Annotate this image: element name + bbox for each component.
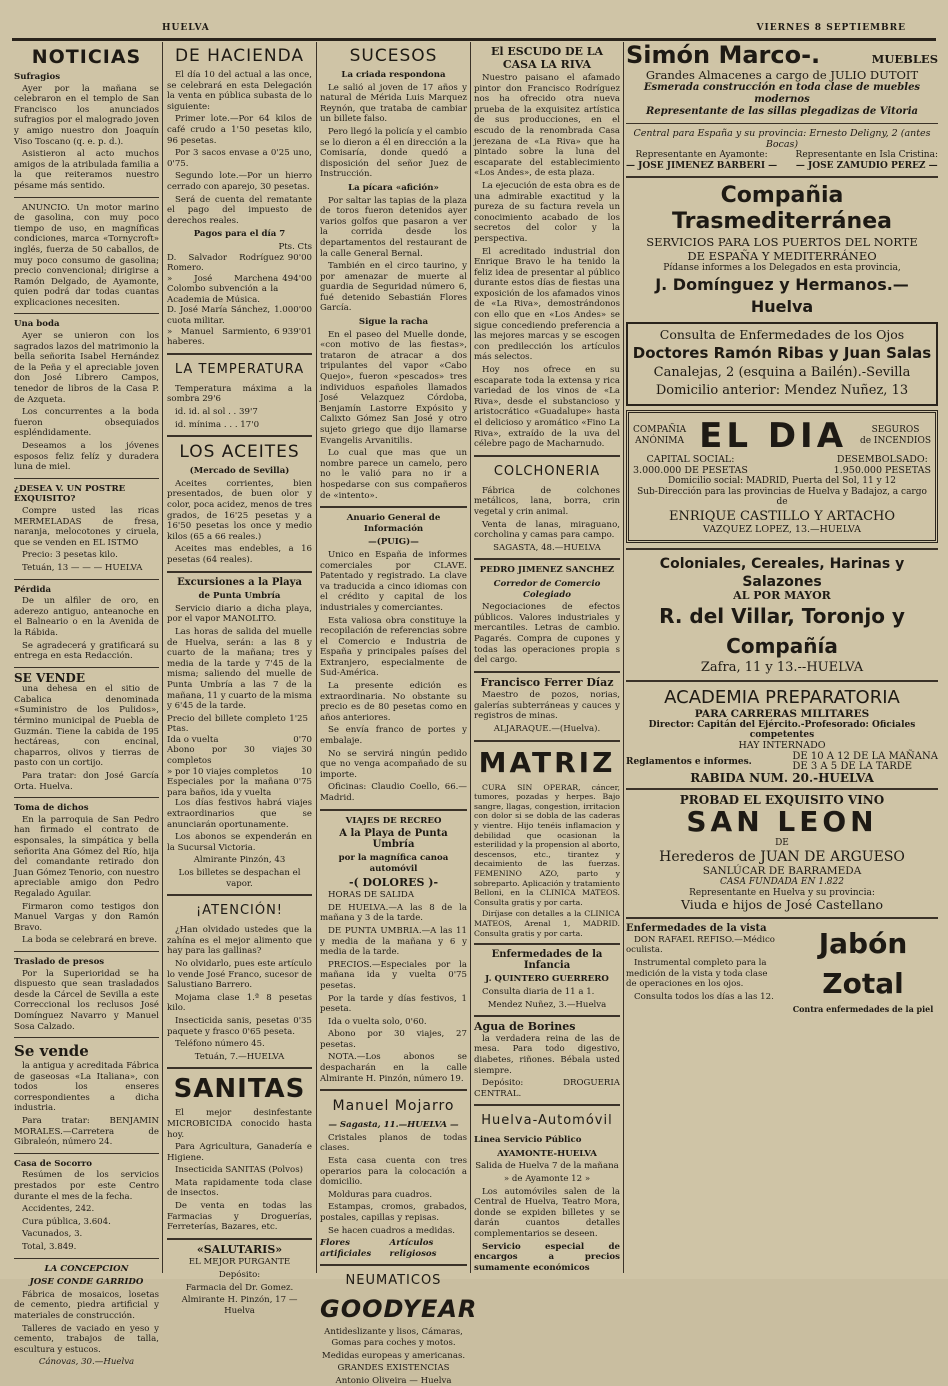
ad-text: La presente edición es extraordinaria. No obstante su precio es de 80 pesetas como en años anteriores.: [320, 681, 467, 723]
pago-row-label: D. José María Sánchez, cuota militar.: [167, 305, 271, 327]
pago-row-label: » José Marchena Colombo subvención a la Academia de Música.: [167, 273, 279, 305]
masthead: [12, 22, 936, 41]
precio-row-value: 30: [301, 745, 312, 756]
article-text: Aceites corrientes, bien presentados, de buen olor y color, poca acidez, menos de tres grados, de 16'25 pesetas y a 16'50 pesetas los once y medio kilos (65 a 66 reales.): [167, 478, 312, 542]
article-text: Para tratar: BENJAMIN MORALES.—Carretera de Gibraleón, número 24.: [14, 1116, 159, 1148]
ad-text: Fábrica de mosaicos, losetas de cemento, piedra artificial y materiales de construcción.: [14, 1289, 159, 1321]
article-heading: SE VENDE: [14, 670, 85, 685]
article-text: Será de cuenta del rematante el pago del impuesto de derechos reales.: [167, 194, 312, 226]
ad-title: PROBAD EL EXQUISITO VINO: [679, 793, 885, 808]
ad-text: CURA SIN OPERAR, cáncer, tumores, pozadas y herpes. Bajo sangre, llagas, congestion, irritacion con dolor si se dobla de las caderas y vientre. Hijo tenéis inflamacion y debilidad que ocasionan la esterilidad y la propension al aborto, descensos, etc., tirantez y decaimiento de las fuerzas. FEMENINO AZO, parto y sobreparto. Aplicación y tratamiento Belloni, en la CLINICA MATEOS. Consulta gratis y por carta.: [474, 782, 620, 907]
temp-line: Temperatura máxima a la sombra 29'6: [167, 383, 312, 405]
precio-row-value: 0'70: [293, 734, 312, 745]
ad-title: NEUMATICOS: [345, 1273, 442, 1289]
ad-text: Negociaciones de efectos públicos. Valores industriales y mercantiles. Letras de cambio. Pagarés. Compra de cupones y todas las operaciones propia s del cargo.: [474, 602, 620, 666]
ad-title: Manuel Mojarro: [332, 1098, 455, 1115]
article-text: En la parroquia de San Pedro han firmado el contrato de esponsales, la simpática y bella señorita Ana Gómez del Río, hija del comandante retirado don Juan Gómez Tenorio, con nuestro apreciable amigo don Pedro Regalado Aguilar.: [14, 814, 159, 899]
precio-row-label: Especiales por la mañana para baños, ida y vuelta: [167, 777, 290, 798]
ad-text: GRANDES EXISTENCIAS: [337, 1363, 450, 1374]
ad-text: Por la tarde y días festivos, 1 peseta.: [320, 993, 467, 1015]
column-escudo: [474, 42, 620, 1273]
ad-title: PEDRO JIMENEZ SANCHEZ: [479, 565, 615, 576]
article-text: También en el circo taurino, y por amenazar de muerte al guardia de Seguridad número 6, fué detenido Sebastián Flores García.: [320, 261, 467, 314]
section-title: El ESCUDO DE LA CASA LA RIVA: [490, 45, 604, 71]
ad-text: Canalejas, 2 (esquina a Bailén).-Sevilla: [653, 364, 911, 380]
precios-list: [167, 714, 312, 799]
ad-text: Los días festivos habrá viajes extraordinarios que se anunciarán oportunamente.: [167, 798, 312, 830]
ad-text: Tetuán, 7.—HUELVA: [194, 1051, 285, 1062]
ad-text: ENRIQUE CASTILLO Y ARTACHO: [668, 508, 896, 524]
ad-text: PRECIOS.—Especiales por la mañana ida y vuelta 0'75 pesetas.: [320, 959, 467, 991]
ad-text: Insecticida SANITAS (Polvos): [175, 1165, 303, 1176]
ad-text: Molduras para cuadros.: [328, 1189, 433, 1200]
pago-row: [167, 305, 312, 326]
ad-text: Cristales planos de todas clases.: [320, 1132, 467, 1154]
article-text: Ayer se unieron con los sagrados lazos del matrimonio la bella señorita Isabel Hernández de la Peña y el apreciable joven don José Librero Campos, tenedor de libros de la Casa P. de Azqueta.: [14, 331, 159, 405]
ad-text: Servicio diario a dicha playa, por el vapor MANOLITO.: [167, 603, 312, 625]
column-noticias: [14, 42, 159, 1368]
ad-box-el-dia: [626, 410, 938, 543]
article-text: Hoy nos ofrece en su escaparate toda la extensa y rica variedad de los vinos de «La Riva», desde el substancioso y aristocrático «Guadalupe» hasta el delicioso y aromático «Fino La Riva», extraído de la uva del célebre pago de Macharnudo.: [474, 365, 620, 450]
article-text: El día 10 del actual a las once, se celebrará en esta Delegación la venta en pública subasta de lo siguiente:: [167, 70, 312, 112]
ad-text: NOTA.—Los abonos se despacharán en la calle Almirante H. Pinzón, número 19.: [320, 1052, 467, 1084]
ad-text: Instrumental completo para la medición de la vista y toda clase de operaciones en los ojos.: [626, 958, 768, 990]
ad-title: LA CONCEPCION: [44, 1263, 129, 1274]
precio-row: [167, 735, 312, 746]
ad-text: CAPITAL SOCIAL:: [646, 453, 735, 465]
pago-row-label: » Manuel Sarmiento, haberes.: [167, 326, 271, 348]
article-text: Nuestro paisano el afamado pintor don Francisco Rodríguez nos ha ofrecido otra nueva prueba de la exquisitez artística de sus producciones, en el escudo de la renombrada Casa jerezana de «La Riva» que ha pintado sobre la luna del escaparate del establecimiento «Los Andes», de esta plaza.: [474, 73, 620, 179]
ad-text: DE: [775, 837, 789, 848]
ad-text: Los automóviles salen de la Central de Huelva, Teatro Mora, donde se expiden billetes y se darán cuantos detalles complementarios se deseen.: [474, 1186, 620, 1240]
ad-text: ¿Han olvidado ustedes que la zahína es el mejor alimento que hay para las gallinas?: [167, 925, 312, 957]
ad-text: Zafra, 11 y 13.--HUELVA: [700, 660, 864, 676]
ad-text: Flores artificiales: [320, 1238, 372, 1259]
ad-text: VAZQUEZ LOPEZ, 13.—HUELVA: [702, 523, 862, 535]
ad-text: HAY INTERNADO: [738, 739, 826, 751]
article-text: Compre usted las ricas MERMELADAS de fresa, naranja, melocotones y ciruela, que se venden en EL ISTMO: [14, 505, 159, 548]
article-text: Segundo lote.—Por un hierro cerrado con aparejo, 30 pesetas.: [167, 171, 312, 192]
column-rule: [162, 42, 163, 1273]
ad-title: Agua de Borines: [474, 1020, 576, 1034]
ad-text: Viuda e hijos de José Castellano: [680, 897, 884, 913]
ad-address: Cánovas, 30.—Huelva: [38, 1357, 135, 1368]
article-text: la antigua y acreditada Fábrica de gaseosas «La Italiana», con todos los enseres correspondientes a dicha industria.: [14, 1061, 159, 1114]
goodyear-logo: GOODYEAR: [320, 1295, 478, 1324]
ad-subtitle: Corredor de Comercio Colegiado: [493, 578, 601, 600]
article-heading: Casa de Socorro: [14, 1158, 92, 1169]
article-heading: Sigue la racha: [358, 317, 429, 328]
ad-title: Compañia Trasmediterránea: [672, 183, 892, 235]
ad-text: Se envía franco de portes y embalaje.: [320, 725, 467, 747]
article-subheading: (Mercado de Sevilla): [189, 466, 290, 477]
ad-subtitle: Linea Servicio Público: [474, 1135, 582, 1146]
ad-text: » de Ayamonte 12 »: [503, 1174, 591, 1185]
section-title: LA TEMPERATURA: [174, 361, 305, 377]
ad-text: Farmacia del Dr. Gomez.: [185, 1282, 294, 1293]
ad-title: COLCHONERIA: [493, 463, 601, 479]
precio-row: [167, 714, 312, 735]
ad-text: PARA CARRERAS MILITARES: [694, 708, 870, 721]
column-hacienda: [167, 42, 312, 1316]
ad-subtitle: — Sagasta, 11.—HUELVA —: [328, 1120, 459, 1131]
precio-row-label: » por 10 viajes completos: [167, 766, 279, 777]
ad-text: DE ESPAÑA Y MEDITERRÁNEO: [687, 249, 877, 264]
ad-text: De venta en todas las Farmacias y Droguerías, Ferreterías, Bazares, etc.: [167, 1201, 312, 1233]
pagos-unit: Pts. Cts: [278, 241, 312, 252]
article-heading: Pérdida: [14, 584, 52, 595]
ad-text: Sub-Dirección para las provincias de Huelva y Badajoz, a cargo de: [637, 486, 927, 508]
ad-text: DESEMBOLSADO:: [836, 453, 928, 465]
ad-subtitle: A la Playa de Punta Umbría: [339, 828, 448, 850]
article-text: Por la Superioridad se ha dispuesto que sean trasladados desde la Cárcel de Sevilla a este Correccional los reclusos José Domínguez Navarro y Manuel Sosa Calzado.: [14, 968, 159, 1032]
pagos-list: [167, 253, 312, 348]
article-text: ANUNCIO. Un motor marino de gasolina, con muy poco tiempo de uso, en magníficas condiciones, marca «Tornycroft» inglés, fuerza de 50 caballos, de muy poco consumo de gasolina; precio convencional; dirigirse a Ramón Delgado, de Ayamonte, quien podrá dar todas cuantas explicaciones necesiten.: [14, 202, 159, 308]
ad-subtitle: MUEBLES: [871, 52, 938, 66]
ad-text: Consulta diaria de 11 a 1.: [482, 986, 595, 997]
column-anuncios: [626, 42, 938, 1273]
ad-title: ACADEMIA PREPARATORIA: [664, 687, 900, 709]
ad-text: Depósito:: [218, 1270, 261, 1281]
ad-text: CASA FUNDADA EN 1.822: [720, 877, 844, 888]
article-text: Firmaron como testigos don Manuel Vargas y don Ramón Bravo.: [14, 901, 159, 933]
ad-text: Representante en Ayamonte:: [635, 150, 768, 161]
article-heading: Se vende: [14, 1042, 89, 1061]
ad-text: Esta valiosa obra constituye la recopilación de referencias sobre el Comercio e Industria de España y principales países del Extranjero, especialmente de Sud-América.: [320, 615, 467, 679]
ad-text: No olvidarlo, pues este artículo lo vende José Franco, sucesor de Salustiano Barrero.: [167, 958, 312, 991]
ad-text: EL MEJOR PURGANTE: [188, 1257, 291, 1268]
ad-text: 3.000.000 DE PESETAS: [633, 464, 748, 476]
ad-subtitle: de Punta Umbría: [198, 591, 281, 602]
ad-text: Salida de Huelva 7 de la mañana: [475, 1161, 619, 1172]
column-rule: [316, 42, 317, 1273]
ad-text: DE HUELVA.—A las 8 de la mañana y 3 de la tarde.: [320, 902, 467, 924]
ad-text: SEGUROS: [871, 425, 920, 436]
ad-text: Los billetes se despachan el vapor.: [178, 868, 301, 889]
article-heading: Una boda: [14, 319, 60, 330]
ad-title: VIAJES DE RECREO: [345, 815, 442, 826]
ad-text: Fábrica de colchones metálicos, lana, borra, crin vegetal y crin animal.: [474, 485, 620, 517]
ad-title: Enfermedades de la vista: [626, 923, 767, 935]
article-heading: Pagos para el día 7: [193, 229, 286, 240]
ad-text: 1.950.000 PESETAS: [833, 464, 931, 476]
article-text: Resúmen de los servicios prestados por este Centro durante el mes de la fecha.: [14, 1170, 159, 1202]
article-text: Ayer por la mañana se celebraron en el templo de San Francisco los anunciados sufragios por el malogrado joven y amigo nuestro don Joaquín Viso Toscano (q. e. p. d.).: [14, 83, 159, 147]
ad-text: COMPAÑIA: [633, 425, 687, 436]
article-text: Cura pública, 3.604.: [22, 1216, 111, 1227]
article-text: Deseamos a los jóvenes esposos feliz felíz y duradera luna de miel.: [14, 441, 159, 473]
article-heading: La pícara «afición»: [348, 182, 439, 193]
ad-text: Representante de las sillas plegadizas de Vitoria: [646, 106, 918, 117]
article-text: Por 3 sacos envase a 0'25 uno, 0'75.: [167, 148, 312, 169]
ad-text: Central para España y su provincia: Ernesto Deligny, 2 (antes Bocas): [633, 128, 931, 150]
ad-text: Mata rapidamente toda clase de insectos.: [167, 1177, 312, 1199]
ad-subtitle: JOSE CONDE GARRIDO: [29, 1277, 144, 1288]
ad-text: Almirante Pinzón, 43: [193, 855, 286, 866]
precio-row-label: Abono por 30 viajes completos: [167, 745, 298, 767]
precio-row-label: Precio del billete completo 1'25 Ptas.: [167, 713, 308, 735]
ad-text: — JOSE ZAMUDIO PEREZ —: [795, 160, 938, 171]
ad-text: Insecticida sanis, pesetas 0'35 paquete y frasco 0'65 peseta.: [167, 1015, 312, 1037]
ad-text: Talleres de vaciado en yeso y cemento, trabajos de talla, escultura y estucos.: [14, 1323, 159, 1355]
ad-subtitle: AYAMONTE-HUELVA: [497, 1148, 597, 1159]
ad-text: Depósito: DROGUERIA CENTRAL.: [474, 1078, 620, 1099]
column-sucesos: [320, 42, 478, 1386]
ad-text: Artículos religiosos: [389, 1238, 437, 1259]
article-text: Total, 3.849.: [22, 1242, 77, 1252]
article-text: Tetuán, 13 — — — HUELVA: [22, 562, 143, 573]
article-text: El acreditado industrial don Enrique Bravo le ha tenido la feliz idea de presentar al público durante estos días de fiestas una exposición de los afamados vinos de «La Riva», demostrándonos con ello que en «Los Andes» se sigue concediendo preferencia a las mejores marcas y se escogen con predilección los artículos más selectos.: [474, 246, 620, 363]
precio-row-label: Ida o vuelta: [167, 734, 219, 745]
ad-text: Representante en Isla Cristina:: [795, 150, 938, 161]
pago-row-value: 494'00: [282, 273, 312, 284]
ad-text: Consulta todos los días a las 12.: [634, 991, 774, 1002]
article-heading: Traslado de presos: [14, 956, 105, 967]
article-text: Lo cual que mas que un nombre parece un camelo, pero no le valió para no ir a hospedarse con sus compañeros de «intento».: [320, 448, 467, 501]
ad-title: Consulta de Enfermedades de los Ojos: [659, 326, 905, 342]
ad-text: SERVICIOS PARA LOS PUERTOS DEL NORTE: [646, 235, 918, 250]
ad-text: Herederos de JUAN DE ARGUESO: [659, 849, 905, 866]
article-text: Por saltar las tapias de la plaza de toros fueron detenidos ayer varios golfos que pasaron a ver la corrida desde los departamentos del restaurant de la calle General Bernal.: [320, 195, 467, 259]
ad-text: Mendez Nuñez, 3.—Huelva: [487, 999, 607, 1010]
masthead-left: HUELVA: [162, 23, 210, 33]
precio-row-value: 0'75: [293, 777, 312, 788]
ad-text: Grandes Almacenes a cargo de JULIO DUTOIT: [645, 68, 919, 82]
ad-title: Simón Marco-.: [626, 41, 821, 69]
ad-text: DE 3 A 5 DE LA TARDE: [792, 761, 913, 773]
ad-title: SANITAS: [173, 1074, 306, 1105]
ad-text: Estampas, cromos, grabados, postales, capillas y repisas.: [320, 1202, 467, 1223]
ad-text: DE 10 A 12 DE LA MAÑANA: [792, 750, 938, 762]
ad-subtitle: —(PUIG)—: [368, 537, 419, 548]
article-text: Pero llegó la policía y el cambio se lo dieron a él en dirección a la Comisaría, donde quedó a disposición del señor Juez de Instrucción.: [320, 126, 467, 180]
ad-title: ¡ATENCIÓN!: [195, 903, 284, 919]
section-title: DE HACIENDA: [174, 46, 305, 66]
ad-text: Esmerada construcción en toda clase de muebles modernos: [643, 82, 921, 105]
ad-subtitle: -( DOLORES )-: [348, 875, 439, 889]
ad-text: Esta casa cuenta con tres operarios para la colocación a domicilio.: [320, 1156, 467, 1188]
ad-text: Venta de lanas, miraguano, corcholina y camas para campo.: [474, 519, 620, 541]
article-heading: Sufragios: [14, 72, 61, 82]
pago-row-value: 1.000'00: [274, 305, 312, 316]
masthead-right: VIERNES 8 SEPTIEMBRE: [756, 23, 906, 33]
ad-text: Abono por 30 viajes, 27 pesetas.: [320, 1029, 467, 1050]
precio-row-value: 10: [301, 766, 312, 777]
article-text: Aceites mas endebles, a 16 pesetas (64 reales).: [167, 544, 312, 565]
column-rule: [623, 42, 624, 1273]
ad-text: Mojama clase 1.ª 8 pesetas kilo.: [167, 992, 312, 1014]
precio-row: [167, 745, 312, 766]
article-text: Los concurrentes a la boda fueron obsequiados espléndidamente.: [14, 407, 159, 439]
ad-text: Representante en Huelva y su provincia:: [689, 887, 875, 898]
article-heading: La criada respondona: [341, 70, 446, 80]
ad-text: SAN LEON: [686, 804, 878, 838]
ad-text: Para Agricultura, Ganadería e Higiene.: [167, 1142, 312, 1163]
column-rule: [470, 42, 471, 1273]
precio-row: [167, 767, 312, 778]
ad-title: Coloniales, Cereales, Harinas y Salazones: [659, 555, 905, 590]
ad-text: ANÓNIMA: [635, 435, 685, 446]
ad-title: Jabón Zotal: [818, 927, 908, 1001]
ad-title: «SALUTARIS»: [196, 1242, 283, 1256]
article-text: Primer lote.—Por 64 kilos de café crudo a 1'50 pesetas kilo, 96 pesetas.: [167, 114, 312, 146]
ad-subtitle: J. QUINTERO GUERRERO: [485, 974, 609, 985]
temp-line: id. mínima . . . 17'0: [175, 419, 260, 430]
article-text: una dehesa en el sitio de Cabalica denominada «Suministro de los Pulidos», término municipal de Puebla de Guzmán. Tiene la cabida de 195 hectáreas, con encinal, chaparros, olivos y tierras de pasto con un cortijo.: [14, 684, 159, 769]
ad-text: RABIDA NUM. 20.-HUELVA: [690, 770, 874, 785]
ad-text: Ida o vuelta solo, 0'60.: [328, 1016, 427, 1027]
ad-text: Almirante H. Pinzón, 17 — Huelva: [181, 1295, 298, 1316]
ad-text: Maestro de pozos, norias, galerías subterráneas y cauces y registros de minas.: [474, 690, 620, 722]
article-heading: Toma de dichos: [14, 803, 89, 814]
ad-text: Diríjase con detalles a la CLINICA MATEOS, Arenal 1, MADRID. Consulta gratis y por carta.: [474, 909, 620, 938]
ad-title: Huelva-Automóvil: [481, 1113, 613, 1129]
article-text: Le salió al joven de 17 años y natural de Mérida Luis Marquez Reynón, que trataba de cambiar un billete falso.: [320, 82, 467, 125]
ad-text: Medidas europeas y americanas.: [321, 1350, 466, 1361]
ad-text: Contra enfermedades de la piel: [792, 1004, 934, 1015]
ad-text: J. Domínguez y Hermanos.—Huelva: [655, 274, 909, 316]
ad-box-ojos: [626, 322, 938, 406]
ad-subtitle: AL POR MAYOR: [733, 588, 831, 602]
ad-text: Oficinas: Claudio Coello, 66.—Madrid.: [320, 782, 467, 803]
pago-row: [167, 253, 312, 274]
ad-text: SAGASTA, 48.—HUELVA: [493, 542, 601, 553]
ad-text: Antideslizante y lisos, Cámaras, Gomas para coches y motos.: [324, 1327, 463, 1348]
section-title: SUCESOS: [349, 46, 438, 66]
article-text: Precio: 3 pesetas kilo.: [22, 550, 118, 561]
ad-text: Los abonos se expenderán en la Sucursal Victoria.: [167, 832, 312, 853]
pago-row-label: D. Salvador Rodríguez Romero.: [167, 252, 284, 274]
article-text: Asistieron al acto muchos amigos de la atribulada familia a la que reiteramos nuestro pésame más sentido.: [14, 149, 159, 191]
ad-text: DE PUNTA UMBRIA.—A las 11 y media de la mañana y 6 y media de la tarde.: [320, 925, 467, 958]
article-heading: ¿DESEA V. UN POSTRE EXQUISITO?: [14, 483, 126, 505]
ad-text: SANLÚCAR DE BARRAMEDA: [702, 865, 862, 878]
article-text: En el paseo del Muelle donde, «con motivo de las fiestas», trataron de atracar a dos tripulantes del vapor «Cabo Quejo», fueron «pescados» tres individuos españoles llamados José Velazquez Córdoba, Benjamín Lastorre Expósito y Calixto Gómez San José y otro sujeto griego que dijo llamarse Evangelis Arvanitilis.: [320, 329, 467, 446]
ad-text: Se hacen cuadros a medidas.: [328, 1225, 456, 1236]
ad-text: Domicilio social: MADRID, Puerta del Sol, 11 y 12: [667, 476, 897, 487]
ad-title: Excursiones a la Playa: [177, 576, 302, 588]
ad-text: la verdadera reina de las de mesa. Para todo digestivo, diabetes, riñones. Bébala usted siempre.: [474, 1033, 620, 1076]
article-text: Accidentes, 242.: [22, 1204, 95, 1215]
precio-row: [167, 777, 312, 798]
ad-text: ALJARAQUE.—(Huelva).: [493, 724, 601, 735]
ad-text: Reglamentos e informes.: [626, 756, 752, 767]
ad-title: Anuario General de Información: [346, 513, 441, 534]
ad-text: R. del Villar, Toronjo y Compañía: [659, 604, 905, 659]
ad-text: Antonio Oliveira — Huelva: [335, 1375, 452, 1386]
article-text: Se agradecerá y gratificará su entrega en esta Redacción.: [14, 640, 159, 662]
section-title: LOS ACEITES: [179, 442, 300, 463]
section-title: NOTICIAS: [31, 46, 142, 68]
pago-row-value: 90'00: [287, 252, 312, 263]
ad-text: Domicilio anterior: Mendez Nuñez, 13: [655, 382, 909, 398]
ad-text: Doctores Ramón Ribas y Juan Salas: [632, 343, 932, 362]
article-text: Vacunados, 3.: [22, 1229, 83, 1240]
pago-row: [167, 327, 312, 348]
ad-text: Las horas de salida del muelle de Huelva, serán: a las 8 y cuarto de la mañana; tres y media de la tarde y 7'45 de la misma; saliendo del muelle de Punta Umbría a las 7 de la mañana, 11 y cuarto de la misma y 6'45 de la tarde.: [167, 626, 312, 712]
ad-text: de INCENDIOS: [859, 435, 931, 446]
pago-row-value: 6 939'01: [274, 326, 312, 337]
pago-row: [167, 274, 312, 306]
article-text: La ejecución de esta obra es de una admirable exactitud y la pureza de su factura revela un conocimiento acabado de los secretos del color y la perspectiva.: [474, 180, 620, 244]
ad-text: Teléfono número 45.: [175, 1039, 265, 1050]
ad-title: Francisco Ferrer Díaz: [480, 675, 614, 689]
ad-text: Pídanse informes a los Delegados en esta provincia,: [663, 263, 901, 274]
ad-subtitle: por la magnífica canoa automóvil: [338, 853, 449, 874]
ad-title: MATRIZ: [478, 745, 616, 779]
ad-text: El mejor desinfestante MICROBICIDA conocido hasta hoy.: [167, 1108, 312, 1140]
ad-title: EL DIA: [699, 415, 848, 456]
ad-text: HORAS DE SALIDA: [328, 890, 415, 901]
article-text: De un alfiler de oro, en aderezo antiguo, anteanoche en el Balneario o en la Avenida de la Rábida.: [14, 596, 159, 638]
ad-text: No se servirá ningún pedido que no venga acompañado de su importe.: [320, 748, 467, 780]
ad-text: Director: Capitán del Ejército.-Profesorado: Oficiales competentes: [648, 719, 916, 741]
ad-text: — JOSE JIMENEZ BARBERI —: [626, 160, 778, 171]
ad-text: Unico en España de informes comerciales por CLAVE. Patentado y registrado. La clave va traducida a cinco idiomas con el crédito y capital de los industriales y comerciantes.: [320, 549, 467, 613]
ad-title: Enfermedades de la Infancia: [491, 949, 603, 971]
article-text: Para tratar: don José García Orta. Huelva.: [14, 771, 159, 792]
temp-line: id. id. al sol . . 39'7: [175, 407, 258, 418]
article-text: La boda se celebrará en breve.: [22, 935, 157, 946]
ad-text: Servicio especial de encargos a precios sumamente económicos: [474, 1241, 620, 1273]
ad-text: DON RAFAEL REFISO.—Médico oculista.: [626, 934, 775, 956]
